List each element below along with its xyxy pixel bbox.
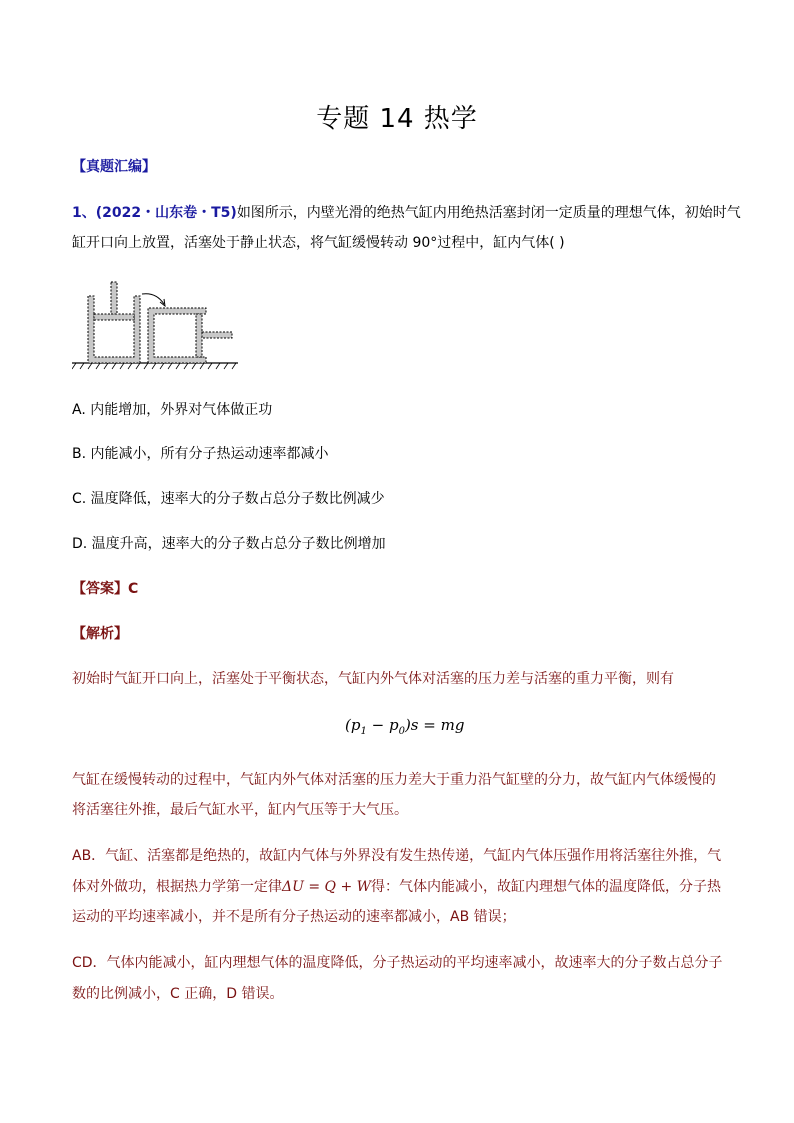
formula-minus: −	[366, 716, 389, 734]
analysis-paragraph-2-line-2: 将活塞往外推，最后气缸水平，缸内气压等于大气压。	[72, 802, 408, 818]
formula-sub-1: 1	[360, 726, 367, 737]
analysis-paragraph-3-line-2	[72, 877, 721, 897]
question-source: (2022・山东卷・T5)	[95, 205, 237, 221]
analysis-p3-text-b: 得：气体内能减小，故缸内理想气体的温度降低，分子热	[371, 879, 722, 895]
answer-label: 【答案】	[72, 581, 128, 597]
formula-left-paren: (	[345, 716, 351, 734]
formula-p1: p	[350, 716, 361, 734]
formula-mg: mg	[440, 716, 465, 734]
option-b: B. 内能减小，所有分子热运动速率都减小	[72, 446, 329, 462]
analysis-paragraph-3-line-1: AB．气缸、活塞都是绝热的，故缸内气体与外界没有发生热传递，气缸内气体压强作用将活塞往外推，气	[72, 848, 722, 864]
question-stem-text-1: 如图所示，内壁光滑的绝热气缸内用绝热活塞封闭一定质量的理想气体，初始时气	[236, 205, 741, 221]
question-number: 1、	[72, 205, 96, 221]
formula-sub-0: 0	[398, 726, 405, 737]
formula-p0: p	[388, 716, 399, 734]
page-title: 专题 14 热学	[316, 104, 478, 134]
first-law-formula: ΔU = Q + W	[282, 879, 372, 895]
analysis-paragraph-1: 初始时气缸开口向上，活塞处于平衡状态，气缸内外气体对活塞的压力差与活塞的重力平衡，则有	[72, 671, 674, 687]
cylinder-figure	[72, 278, 242, 374]
analysis-paragraph-2-line-1: 气缸在缓慢转动的过程中，气缸内外气体对活塞的压力差大于重力沿气缸壁的分力，故气缸内气体缓慢的	[72, 772, 716, 788]
analysis-label: 【解析】	[72, 626, 128, 642]
answer-line	[72, 579, 138, 599]
formula-right-paren: )	[404, 716, 411, 734]
option-d: D. 温度升高，速率大的分子数占总分子数比例增加	[72, 536, 386, 552]
analysis-p3-text-a: 体对外做功，根据热力学第一定律	[72, 879, 282, 895]
question-stem-line-2: 缸开口向上放置，活塞处于静止状态，将气缸缓慢转动 90°过程中，缸内气体( )	[72, 235, 565, 251]
option-c: C. 温度降低，速率大的分子数占总分子数比例减少	[72, 491, 385, 507]
analysis-paragraph-4-line-1: CD．气体内能减小，缸内理想气体的温度降低，分子热运动的平均速率减小，故速率大的分子数占总分子	[72, 955, 723, 971]
analysis-paragraph-4-line-2: 数的比例减小，C 正确，D 错误。	[72, 986, 284, 1002]
section-label: 【真题汇编】	[72, 159, 156, 175]
answer-value: C	[128, 581, 139, 597]
formula-s: s	[410, 716, 419, 734]
option-a: A. 内能增加，外界对气体做正功	[72, 402, 273, 418]
analysis-paragraph-3-line-3: 运动的平均速率减小，并不是所有分子热运动的速率都减小，AB 错误；	[72, 909, 516, 925]
question-stem-line-1	[72, 203, 741, 223]
formula-equals: =	[418, 716, 441, 734]
analysis-formula	[345, 716, 464, 737]
